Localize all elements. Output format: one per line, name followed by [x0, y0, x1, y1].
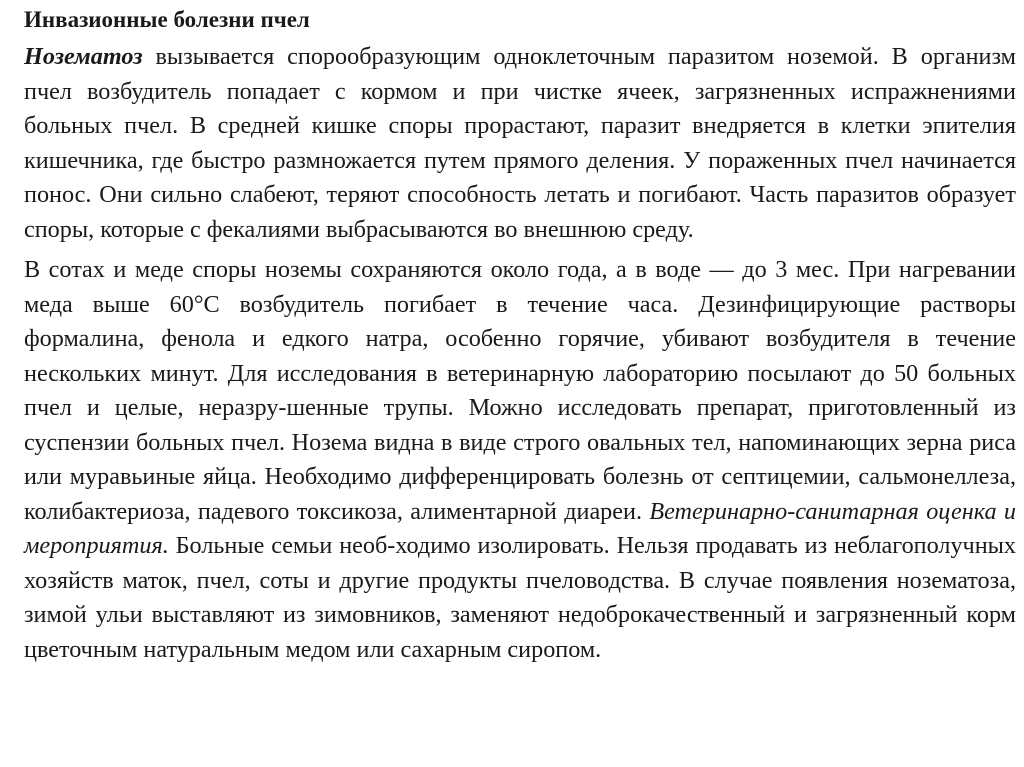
paragraph-text: Больные семьи необ-ходимо изолировать. Нельзя продавать из неблагополучных хозяйств маток, пчел, соты и другие продукты пчеловодства. В случае появления нозематоза, зимой ульи выставляют из зимовников, заменяют недоброкачественный и загрязненный корм цветочным натуральным медом или сахарным сиропом.	[24, 532, 1016, 663]
document-page	[24, 4, 1016, 673]
paragraph-text: вызывается спорообразующим одноклеточным паразитом ноземой. В организм пчел возбудитель попадает с кормом и при чистке ячеек, загрязненных испражнениями больных пчел. В средней кишке споры прорастают, паразит внедряется в клетки эпителия кишечника, где быстро размножается путем прямого деления. У пораженных пчел начинается понос. Они сильно слабеют, теряют способность летать и погибают. Часть паразитов образует споры, которые с фекалиями выбрасываются во внешнюю среду.	[24, 43, 1016, 243]
term-nosematosis: Нозематоз	[24, 43, 143, 70]
paragraph-nosematosis-details	[24, 253, 1016, 667]
subheading-inline-assessment: Ветеринарно-санитарная оценка и мероприятия.	[24, 497, 1016, 559]
paragraph-nosematosis-intro	[24, 40, 1016, 247]
section-heading: Инвазионные болезни пчел	[24, 7, 310, 32]
paragraph-text: В сотах и меде споры ноземы сохраняются около года, а в воде — до 3 мес. При нагревании меда выше 60°С возбудитель погибает в течение часа. Дезинфицирующие растворы формалина, фенола и едкого натра, особенно горячие, убивают возбудителя в течение нескольких минут. Для исследования в ветеринарную лабораторию посылают до 50 больных пчел и целые, неразру-шенные трупы. Можно исследовать препарат, приготовленный из суспензии больных пчел. Нозема видна в виде строго овальных тел, напоминающих зерна риса или муравьиные яйца. Необходимо дифференцировать болезнь от септицемии, сальмонеллеза, колибактериоза, падевого токсикоза, алиментарной диареи.	[24, 256, 1016, 525]
